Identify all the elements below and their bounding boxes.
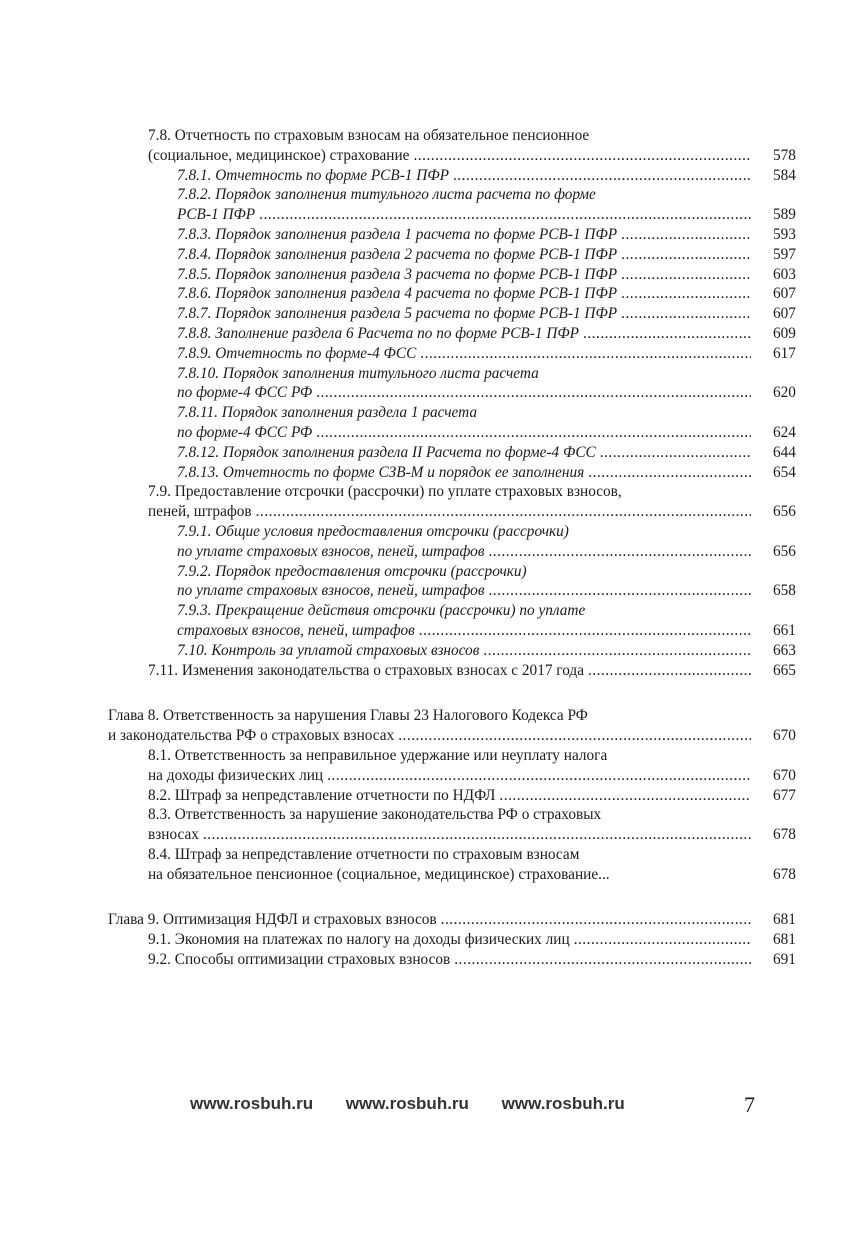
toc-entry[interactable] xyxy=(0,601,857,641)
toc-entry-title: 7.9.2. Порядок предоставления отсрочки (рассрочки) xyxy=(177,562,527,580)
leader-dots xyxy=(413,146,751,166)
toc-page-number: 654 xyxy=(773,463,796,481)
toc-entry-title: 7.8.8. Заполнение раздела 6 Расчета по по форме РСВ-1 ПФР xyxy=(177,324,580,342)
leader-dots xyxy=(398,726,751,746)
leader-dots xyxy=(621,225,751,245)
toc-page-number: 678 xyxy=(773,865,796,883)
toc-entry[interactable] xyxy=(0,746,857,786)
toc-entry-title: 7.9.1. Общие условия предоставления отсрочки (рассрочки) xyxy=(177,522,569,540)
toc-entry[interactable] xyxy=(0,185,857,225)
toc-chapter[interactable] xyxy=(0,706,857,746)
toc-entry-title: 7.8.2. Порядок заполнения титульного листа расчета по форме xyxy=(177,186,596,204)
toc-entry-title: (социальное, медицинское) страхование xyxy=(148,146,410,164)
toc-entry[interactable] xyxy=(0,324,857,344)
toc-entry-title: 7.8.7. Порядок заполнения раздела 5 расчета по форме РСВ-1 ПФР xyxy=(177,305,618,323)
toc-entry[interactable] xyxy=(0,245,857,265)
toc-entry[interactable] xyxy=(0,304,857,324)
toc-entry-title: Глава 8. Ответственность за нарушения Главы 23 Налогового Кодекса РФ xyxy=(108,707,588,725)
toc-entry-title: страховых взносов, пеней, штрафов xyxy=(177,621,415,639)
toc-entry[interactable] xyxy=(0,522,857,562)
leader-dots xyxy=(488,542,751,562)
leader-dots xyxy=(203,825,751,845)
toc-entry-title: 7.8.11. Порядок заполнения раздела 1 расчета xyxy=(177,404,477,422)
toc-page-number: 617 xyxy=(773,344,796,362)
toc-page-number: 663 xyxy=(773,641,796,659)
toc-page-number: 678 xyxy=(773,826,796,844)
toc-entry-title: 7.11. Изменения законодательства о страховых взносах с 2017 года xyxy=(148,661,584,679)
leader-dots xyxy=(621,284,751,304)
toc-entry-title: 7.8.9. Отчетность по форме-4 ФСС xyxy=(177,344,417,362)
toc-entry-title: 8.4. Штраф за непредставление отчетности по страховым взносам xyxy=(148,845,580,863)
toc-entry-title: по форме-4 ФСС РФ xyxy=(177,384,313,402)
toc-page-number: 656 xyxy=(773,503,796,521)
leader-dots xyxy=(316,383,751,403)
toc-page-number: 603 xyxy=(773,265,796,283)
toc-page-number: 656 xyxy=(773,542,796,560)
toc-entry[interactable] xyxy=(0,265,857,285)
toc-page-number: 661 xyxy=(773,621,796,639)
toc-entry[interactable] xyxy=(0,786,857,806)
table-of-contents xyxy=(0,126,857,970)
leader-dots xyxy=(441,910,751,930)
toc-page-number: 597 xyxy=(773,245,796,263)
leader-dots xyxy=(316,423,751,443)
toc-entry-title: 7.8.10. Порядок заполнения титульного листа расчета xyxy=(177,364,539,382)
toc-page-number: 670 xyxy=(773,727,796,745)
leader-dots xyxy=(259,205,751,225)
page-number: 7 xyxy=(744,1092,755,1117)
toc-page-number: 589 xyxy=(773,206,796,224)
leader-dots xyxy=(454,950,751,970)
section-gap xyxy=(0,680,857,706)
toc-entry-title: 9.1. Экономия на платежах по налогу на доходы физических лиц xyxy=(148,931,570,949)
leader-dots xyxy=(583,324,751,344)
leader-dots xyxy=(483,641,751,661)
footer-link[interactable]: www.rosbuh.ru xyxy=(345,1094,469,1113)
toc-entry-title: по форме-4 ФСС РФ xyxy=(177,423,313,441)
leader-dots xyxy=(420,344,751,364)
toc-entry-title: 7.8.5. Порядок заполнения раздела 3 расчета по форме РСВ-1 ПФР xyxy=(177,265,618,283)
toc-entry-title: по уплате страховых взносов, пеней, штрафов xyxy=(177,542,485,560)
toc-entry-title: 9.2. Способы оптимизации страховых взносов xyxy=(148,951,451,969)
toc-page-number: 665 xyxy=(773,661,796,679)
toc-entry[interactable] xyxy=(0,463,857,483)
toc-entry-title: 7.8.13. Отчетность по форме СЗВ-М и порядок ее заполнения xyxy=(177,463,585,481)
toc-entry-title: 8.3. Ответственность за нарушение законодательства РФ о страховых xyxy=(148,806,602,824)
toc-entry-title: на доходы физических лиц xyxy=(148,766,324,784)
toc-page-number: 593 xyxy=(773,225,796,243)
toc-entry[interactable] xyxy=(0,403,857,443)
toc-entry[interactable] xyxy=(0,930,857,950)
toc-page-number: 584 xyxy=(773,166,796,184)
toc-page-number: 607 xyxy=(773,285,796,303)
toc-entry-title: 7.8.3. Порядок заполнения раздела 1 расчета по форме РСВ-1 ПФР xyxy=(177,225,618,243)
toc-entry-title: 7.9.3. Прекращение действия отсрочки (рассрочки) по уплате xyxy=(177,602,586,620)
toc-page-number: 620 xyxy=(773,384,796,402)
toc-entry[interactable] xyxy=(0,661,857,681)
footer-link[interactable]: www.rosbuh.ru xyxy=(190,1094,314,1113)
toc-page-number: 609 xyxy=(773,324,796,342)
leader-dots xyxy=(588,661,751,681)
toc-page-number: 681 xyxy=(773,931,796,949)
leader-dots xyxy=(256,502,751,522)
toc-entry-title: 7.8.1. Отчетность по форме РСВ-1 ПФР xyxy=(177,166,449,184)
toc-entry-title: РСВ-1 ПФР xyxy=(177,206,256,224)
toc-entry[interactable] xyxy=(0,225,857,245)
leader-dots xyxy=(588,463,751,483)
toc-entry[interactable] xyxy=(0,166,857,186)
toc-entry-title: и законодательства РФ о страховых взносах xyxy=(108,727,395,745)
toc-entry-title: 7.8.12. Порядок заполнения раздела II Расчета по форме-4 ФСС xyxy=(177,443,596,461)
leader-dots xyxy=(621,245,751,265)
leader-dots xyxy=(488,581,751,601)
toc-entry[interactable] xyxy=(0,364,857,404)
toc-page-number: 578 xyxy=(773,146,796,164)
section-gap xyxy=(0,884,857,910)
toc-entry-title: 7.10. Контроль за уплатой страховых взносов xyxy=(177,641,480,659)
toc-page-number: 677 xyxy=(773,786,796,804)
toc-entry-title: Глава 9. Оптимизация НДФЛ и страховых взносов xyxy=(108,911,437,929)
toc-page-number: 607 xyxy=(773,305,796,323)
leader-dots xyxy=(327,766,751,786)
leader-dots xyxy=(453,166,751,186)
toc-entry[interactable] xyxy=(0,344,857,364)
toc-entry[interactable] xyxy=(0,443,857,463)
toc-page-number: 681 xyxy=(773,911,796,929)
toc-entry[interactable] xyxy=(0,126,857,166)
toc-entry-title: 7.8. Отчетность по страховым взносам на обязательное пенсионное xyxy=(148,127,590,144)
footer-links xyxy=(190,1094,653,1114)
toc-entry-title: 7.8.6. Порядок заполнения раздела 4 расчета по форме РСВ-1 ПФР xyxy=(177,285,618,303)
footer-link[interactable]: www.rosbuh.ru xyxy=(501,1094,625,1113)
toc-page-number: 670 xyxy=(773,766,796,784)
toc-entry[interactable] xyxy=(0,482,857,522)
toc-page-number: 658 xyxy=(773,582,796,600)
leader-dots xyxy=(621,304,751,324)
toc-chapter[interactable] xyxy=(0,910,857,930)
toc-entry[interactable] xyxy=(0,284,857,304)
toc-entry[interactable] xyxy=(0,805,857,845)
toc-page-number: 691 xyxy=(773,951,796,969)
leader-dots xyxy=(621,265,751,285)
toc-entry[interactable] xyxy=(0,950,857,970)
toc-entry[interactable] xyxy=(0,641,857,661)
toc-entry-title: взносах xyxy=(148,826,199,844)
leader-dots xyxy=(499,786,751,806)
toc-entry-title: 7.9. Предоставление отсрочки (рассрочки) по уплате страховых взносов, xyxy=(148,483,622,501)
leader-dots xyxy=(574,930,751,950)
leader-dots xyxy=(600,443,751,463)
toc-entry-title: на обязательное пенсионное (социальное, медицинское) страхование... xyxy=(148,865,610,883)
toc-entry[interactable] xyxy=(0,845,857,885)
toc-page-number: 624 xyxy=(773,423,796,441)
leader-dots xyxy=(419,621,751,641)
toc-entry-title: 8.1. Ответственность за неправильное удержание или неуплату налога xyxy=(148,746,608,764)
page-footer xyxy=(0,1094,857,1118)
toc-entry-title: 8.2. Штраф за непредставление отчетности по НДФЛ xyxy=(148,786,496,804)
toc-entry-title: по уплате страховых взносов, пеней, штрафов xyxy=(177,582,485,600)
toc-entry-title: пеней, штрафов xyxy=(148,503,252,521)
toc-page-number: 644 xyxy=(773,443,796,461)
toc-entry[interactable] xyxy=(0,562,857,602)
toc-entry-title: 7.8.4. Порядок заполнения раздела 2 расчета по форме РСВ-1 ПФР xyxy=(177,245,618,263)
